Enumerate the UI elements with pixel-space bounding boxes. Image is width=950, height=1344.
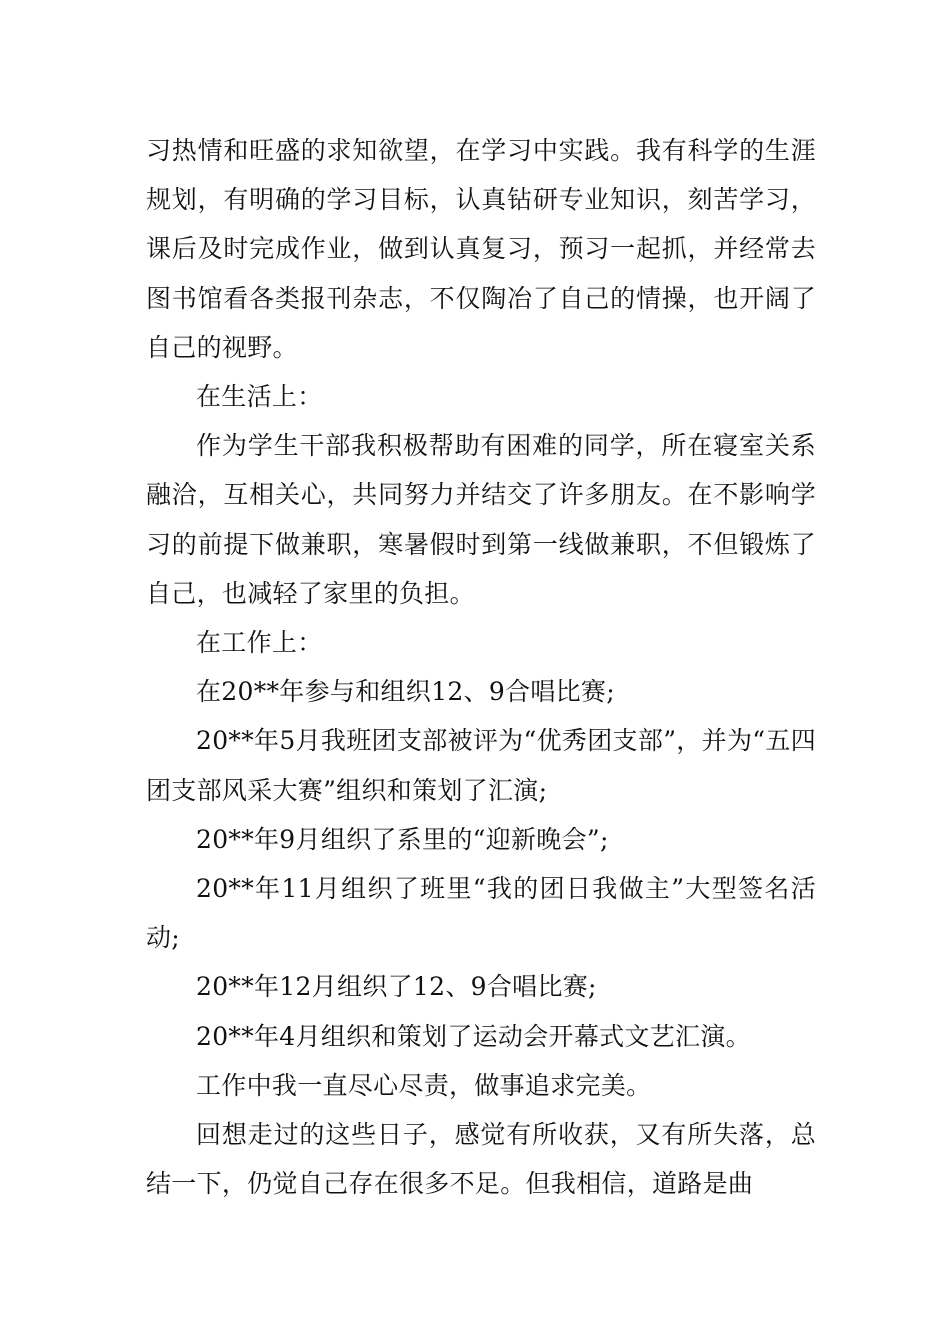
paragraph-life: 作为学生干部我积极帮助有困难的同学，所在寝室关系融洽，互相关心，共同努力并结交了许多朋友。在不影响学习的前提下做兼职，寒暑假时到第一线做兼职，不但锻炼了自己，也减轻了家里的负担。 [146, 431, 816, 608]
work-item: 20**年11月组织了班里“我的团日我做主”大型签名活动; [146, 874, 816, 953]
work-item: 20**年5月我班团支部被评为“优秀团支部”，并为“五四团支部风采大赛”组织和策划了汇演; [146, 726, 816, 805]
work-item: 在20**年参与和组织12、9合唱比赛; [196, 677, 615, 707]
work-item: 20**年9月组织了系里的“迎新晚会”; [196, 824, 609, 854]
paragraph-study-continued: 习热情和旺盛的求知欲望，在学习中实践。我有科学的生涯规划，有明确的学习目标，认真钻研专业知识，刻苦学习，课后及时完成作业，做到认真复习，预习一起抓，并经常去图书馆看各类报刊杂志，不仅陶冶了自己的情操，也开阔了自己的视野。 [146, 136, 816, 362]
heading-life: 在生活上： [196, 382, 323, 412]
work-item: 20**年4月组织和策划了运动会开幕式文艺汇演。 [196, 1021, 751, 1051]
work-item: 20**年12月组织了12、9合唱比赛; [196, 972, 597, 1002]
heading-work: 在工作上： [196, 628, 323, 658]
paragraph-reflection: 回想走过的这些日子，感觉有所收获，又有所失落，总结一下，仍觉自己存在很多不足。但我相信，道路是曲 [146, 1120, 816, 1199]
paragraph-work-summary: 工作中我一直尽心尽责，做事追求完美。 [196, 1070, 652, 1100]
document-body [146, 126, 816, 1208]
